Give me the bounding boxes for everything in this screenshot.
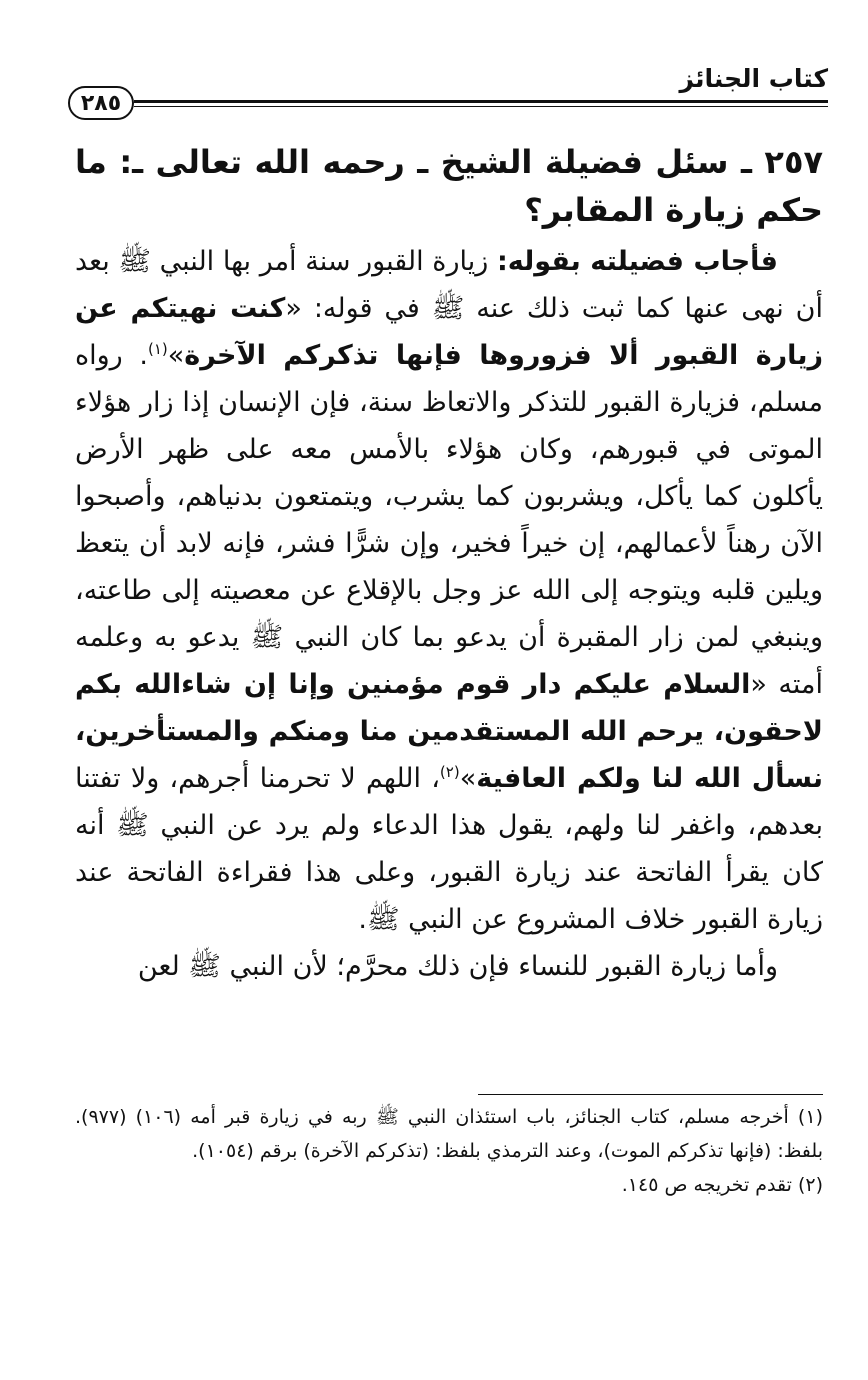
book-title: كتاب الجنائز xyxy=(679,64,828,93)
answer-text-3: ، اللهم لا تحرمنا أجرهم، ولا تفتنا بعدهم، واغفر لنا ولهم، يقول هذا الدعاء ولم يرد عن النبي ﷺ أنه كان يقرأ الفاتحة عند زيارة القبور، وعلى هذا فقراءة الفاتحة عند زيارة القبور خلاف المشروع عن النبي ﷺ. xyxy=(75,763,823,935)
running-header xyxy=(68,62,828,116)
question-number: ٢٥٧ xyxy=(764,143,824,181)
footnote-separator xyxy=(478,1094,823,1095)
hadith-quote-2: السلام عليكم دار قوم مؤمنين وإنا إن شاءالله بكم لاحقون، يرحم الله المستقدمين منا ومنكم والمستأخرين، نسأل الله لنا ولكم العافية xyxy=(75,669,823,794)
main-text xyxy=(75,138,823,990)
hadith-quote-1: كنت نهيتكم عن زيارة القبور ألا فزوروها فإنها تذكركم الآخرة xyxy=(75,293,824,371)
answer-intro: فأجاب فضيلته بقوله: xyxy=(496,246,778,277)
footnote-1: (١) أخرجه مسلم، كتاب الجنائز، باب استئذان النبي ﷺ ربه في زيارة قبر أمه (١٠٦) (٩٧٧). بلفظ: (فإنها تذكركم الموت)، وعند الترمذي بلفظ: (تذكركم الآخرة) برقم (١٠٥٤). xyxy=(75,1106,823,1162)
footnotes xyxy=(75,1100,823,1202)
answer-paragraph: فأجاب فضيلته بقوله: زيارة القبور سنة أمر بها النبي ﷺ بعد أن نهى عنها كما ثبت ذلك عنه ﷺ في قوله: «كنت نهيتكم عن زيارة القبور ألا فزوروها فإنها تذكركم الآخرة»$^{(١)}$. رواه مسلم، فزيارة القبور للتذكر والاتعاظ سنة، فإن الإنسان إذا زار هؤلاء الموتى في قبورهم، وكان هؤلاء بالأمس معه على ظهر الأرض يأكلون كما يأكل، ويشربون كما يشرب، ويتمتعون بدنياهم، وأصبحوا الآن رهناً لأعمالهم، إن خيراً فخير، وإن شرًّا فشر، فإنه لابد أن يتعظ ويلين قلبه ويتوجه إلى الله عز وجل بالإقلاع عن معصيته إلى طاعته، وينبغي لمن زار المقبرة أن يدعو بما كان النبي ﷺ يدعو به وعلمه أمته «السلام عليكم دار قوم مؤمنين وإنا إن شاءالله بكم لاحقون، يرحم الله المستقدمين منا ومنكم والمستأخرين، نسأل الله لنا ولكم العافية»$^{(٢)}$، اللهم لا تحرمنا أجرهم، ولا تفتنا بعدهم، واغفر لنا ولهم، يقول هذا الدعاء ولم يرد عن النبي ﷺ أنه كان يقرأ الفاتحة عند زيارة القبور، وعلى هذا فقراءة الفاتحة عند زيارة القبور خلاف المشروع عن النبي ﷺ. xyxy=(75,246,824,935)
footnote-ref-1: (١) xyxy=(147,340,168,358)
question-text: سئل فضيلة الشيخ ـ رحمه الله تعالى ـ: ما حكم زيارة المقابر؟ xyxy=(75,143,823,229)
answer-text-1: زيارة القبور سنة أمر بها النبي ﷺ بعد أن نهى عنها كما ثبت ذلك عنه ﷺ في قوله: « xyxy=(75,246,823,324)
answer-text-2: . رواه مسلم، فزيارة القبور للتذكر والاتعاظ سنة، فإن الإنسان إذا زار هؤلاء الموتى في قبورهم، وكان هؤلاء بالأمس معه على ظهر الأرض يأكلون كما يأكل، ويشربون كما يشرب، ويتمتعون بدنياهم، وأصبحوا الآن رهناً لأعمالهم، إن خيراً فخير، وإن شرًّا فشر، فإنه لابد أن يتعظ ويلين قلبه ويتوجه إلى الله عز وجل بالإقلاع عن معصيته إلى طاعته، وينبغي لمن زار المقبرة أن يدعو بما كان النبي ﷺ يدعو به وعلمه أمته « xyxy=(75,340,823,700)
answer-paragraph-2: وأما زيارة القبور للنساء فإن ذلك محرَّم؛ لأن النبي ﷺ لعن xyxy=(137,951,778,982)
header-rule-thin xyxy=(134,106,828,107)
footnote-ref-2: (٢) xyxy=(439,763,460,781)
footnote-2: (٢) تقدم تخريجه ص ١٤٥. xyxy=(621,1174,823,1196)
question-heading: ٢٥٧ ـ سئل فضيلة الشيخ ـ رحمه الله تعالى ـ: ما حكم زيارة المقابر؟ xyxy=(75,143,824,229)
page-number: ٢٨٥ xyxy=(68,86,134,120)
header-rule xyxy=(134,100,828,103)
